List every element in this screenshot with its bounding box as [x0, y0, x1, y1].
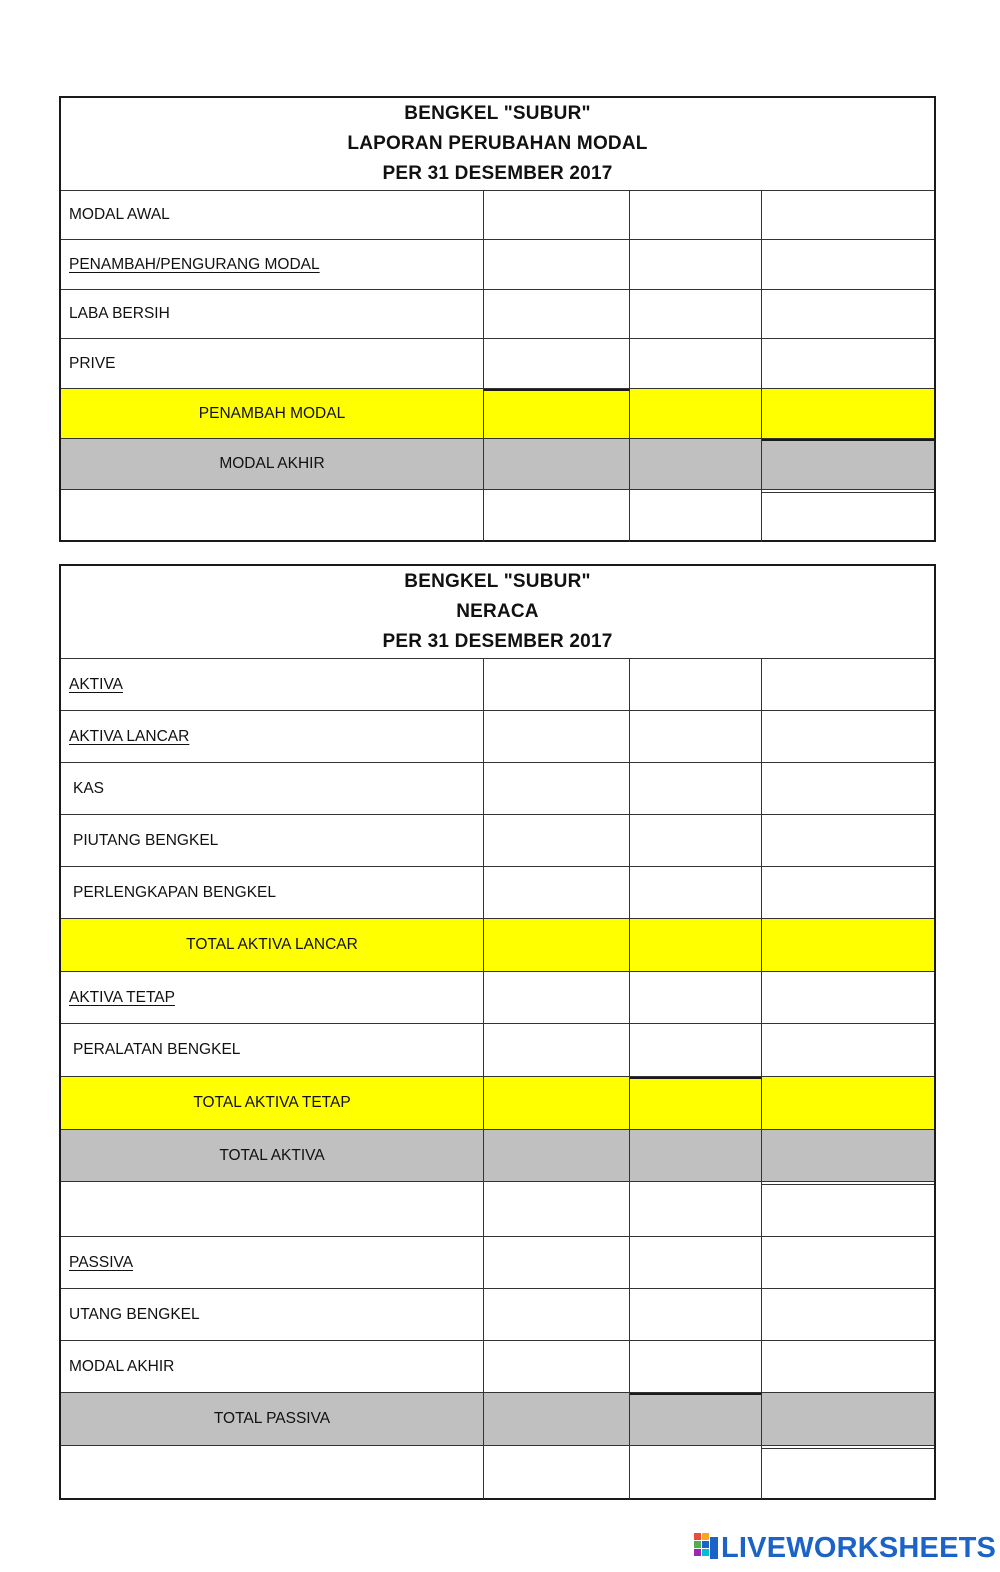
table-row: [61, 659, 934, 711]
input-cell-3[interactable]: [762, 1289, 934, 1340]
input-cell-2[interactable]: [630, 1237, 762, 1288]
input-cell-3[interactable]: [762, 1077, 934, 1129]
input-cell-1[interactable]: [484, 1289, 630, 1340]
row-label: TOTAL AKTIVA: [61, 1130, 484, 1181]
row-label: MODAL AKHIR: [61, 1341, 484, 1392]
table-row: [61, 972, 934, 1024]
row-label: [61, 1446, 484, 1499]
input-cell-1[interactable]: [484, 815, 630, 866]
input-cell-2[interactable]: [630, 1182, 762, 1236]
input-cell-3[interactable]: [762, 1024, 934, 1076]
input-cell-1[interactable]: [484, 659, 630, 710]
table-row: [61, 815, 934, 867]
input-cell-3[interactable]: [762, 711, 934, 762]
row-label: TOTAL AKTIVA LANCAR: [61, 919, 484, 971]
input-cell-2[interactable]: [630, 919, 762, 971]
table-row: [61, 867, 934, 919]
row-label: PERLENGKAPAN BENGKEL: [61, 867, 484, 918]
row-label: UTANG BENGKEL: [61, 1289, 484, 1340]
input-cell-3[interactable]: [762, 1182, 934, 1236]
input-cell-2[interactable]: [630, 1446, 762, 1499]
input-cell-1[interactable]: [484, 389, 630, 438]
input-cell-3[interactable]: [762, 240, 934, 289]
capital-statement-table: [59, 96, 936, 542]
table-row: [61, 191, 934, 240]
input-cell-2[interactable]: [630, 490, 762, 542]
table-row: [61, 1289, 934, 1341]
table-row: [61, 763, 934, 815]
input-cell-1[interactable]: [484, 867, 630, 918]
input-cell-2[interactable]: [630, 1024, 762, 1076]
input-cell-2[interactable]: [630, 763, 762, 814]
input-cell-1[interactable]: [484, 972, 630, 1023]
row-label: MODAL AWAL: [61, 191, 484, 239]
input-cell-3[interactable]: [762, 1341, 934, 1392]
input-cell-2[interactable]: [630, 439, 762, 489]
input-cell-3[interactable]: [762, 1446, 934, 1499]
input-cell-2[interactable]: [630, 339, 762, 388]
row-label: PASSIVA: [61, 1237, 484, 1288]
row-label: AKTIVA TETAP: [61, 972, 484, 1023]
input-cell-2[interactable]: [630, 867, 762, 918]
input-cell-3[interactable]: [762, 919, 934, 971]
input-cell-3[interactable]: [762, 339, 934, 388]
statement-date: PER 31 DESEMBER 2017: [382, 631, 613, 652]
input-cell-3[interactable]: [762, 1393, 934, 1445]
input-cell-3[interactable]: [762, 972, 934, 1023]
input-cell-2[interactable]: [630, 290, 762, 338]
input-cell-2[interactable]: [630, 711, 762, 762]
input-cell-1[interactable]: [484, 1341, 630, 1392]
table-row: [61, 1182, 934, 1237]
input-cell-1[interactable]: [484, 919, 630, 971]
table-row-subtotal: [61, 1077, 934, 1130]
table-row: [61, 1341, 934, 1393]
table-row: [61, 1237, 934, 1289]
capital-statement-header: [61, 98, 934, 191]
table-row-subtotal: [61, 919, 934, 972]
liveworksheets-logo[interactable]: [694, 1531, 996, 1565]
input-cell-1[interactable]: [484, 1182, 630, 1236]
input-cell-3[interactable]: [762, 1237, 934, 1288]
input-cell-2[interactable]: [630, 1341, 762, 1392]
row-label: [61, 1182, 484, 1236]
input-cell-1[interactable]: [484, 1077, 630, 1129]
input-cell-1[interactable]: [484, 290, 630, 338]
input-cell-3[interactable]: [762, 763, 934, 814]
input-cell-1[interactable]: [484, 1393, 630, 1445]
input-cell-2[interactable]: [630, 389, 762, 438]
row-label: [61, 490, 484, 542]
input-cell-3[interactable]: [762, 1130, 934, 1181]
table-row: [61, 490, 934, 542]
input-cell-3[interactable]: [762, 290, 934, 338]
balance-sheet-table: [59, 564, 936, 1500]
table-row-total: [61, 439, 934, 490]
liveworksheets-logo-icon: [694, 1533, 718, 1563]
input-cell-1[interactable]: [484, 763, 630, 814]
input-cell-2[interactable]: [630, 240, 762, 289]
row-label: AKTIVA: [61, 659, 484, 710]
company-name: BENGKEL "SUBUR": [404, 571, 591, 592]
input-cell-3[interactable]: [762, 815, 934, 866]
company-name: BENGKEL "SUBUR": [404, 103, 591, 124]
row-label: PENAMBAH/PENGURANG MODAL: [61, 240, 484, 289]
row-label: TOTAL PASSIVA: [61, 1393, 484, 1445]
statement-title: LAPORAN PERUBAHAN MODAL: [347, 133, 648, 154]
input-cell-3[interactable]: [762, 659, 934, 710]
input-cell-2[interactable]: [630, 191, 762, 239]
input-cell-2[interactable]: [630, 1077, 762, 1129]
input-cell-2[interactable]: [630, 659, 762, 710]
row-label: MODAL AKHIR: [61, 439, 484, 489]
input-cell-1[interactable]: [484, 439, 630, 489]
input-cell-1[interactable]: [484, 1024, 630, 1076]
input-cell-2[interactable]: [630, 1393, 762, 1445]
balance-sheet-header: [61, 566, 934, 659]
input-cell-1[interactable]: [484, 191, 630, 239]
input-cell-1[interactable]: [484, 490, 630, 542]
input-cell-2[interactable]: [630, 972, 762, 1023]
row-label: PIUTANG BENGKEL: [61, 815, 484, 866]
brand-text: LIVEWORKSHEETS: [721, 1531, 997, 1564]
statement-date: PER 31 DESEMBER 2017: [382, 163, 613, 184]
input-cell-2[interactable]: [630, 1130, 762, 1181]
row-label: KAS: [61, 763, 484, 814]
input-cell-1[interactable]: [484, 1237, 630, 1288]
row-label: PENAMBAH MODAL: [61, 389, 484, 438]
input-cell-2[interactable]: [630, 815, 762, 866]
table-row: [61, 1446, 934, 1499]
row-label: AKTIVA LANCAR: [61, 711, 484, 762]
table-row-subtotal: [61, 389, 934, 439]
input-cell-3[interactable]: [762, 389, 934, 438]
row-label: TOTAL AKTIVA TETAP: [61, 1077, 484, 1129]
table-row: [61, 240, 934, 290]
row-label: PERALATAN BENGKEL: [61, 1024, 484, 1076]
input-cell-1[interactable]: [484, 1446, 630, 1499]
row-label: LABA BERSIH: [61, 290, 484, 338]
table-row: [61, 1024, 934, 1077]
input-cell-2[interactable]: [630, 1289, 762, 1340]
input-cell-1[interactable]: [484, 240, 630, 289]
table-row: [61, 339, 934, 389]
input-cell-1[interactable]: [484, 711, 630, 762]
statement-title: NERACA: [456, 601, 539, 622]
row-label: PRIVE: [61, 339, 484, 388]
input-cell-1[interactable]: [484, 339, 630, 388]
table-row: [61, 290, 934, 339]
input-cell-3[interactable]: [762, 490, 934, 542]
table-row-total: [61, 1130, 934, 1182]
input-cell-3[interactable]: [762, 867, 934, 918]
input-cell-3[interactable]: [762, 191, 934, 239]
table-row: [61, 711, 934, 763]
input-cell-1[interactable]: [484, 1130, 630, 1181]
table-row-total: [61, 1393, 934, 1446]
input-cell-3[interactable]: [762, 439, 934, 489]
